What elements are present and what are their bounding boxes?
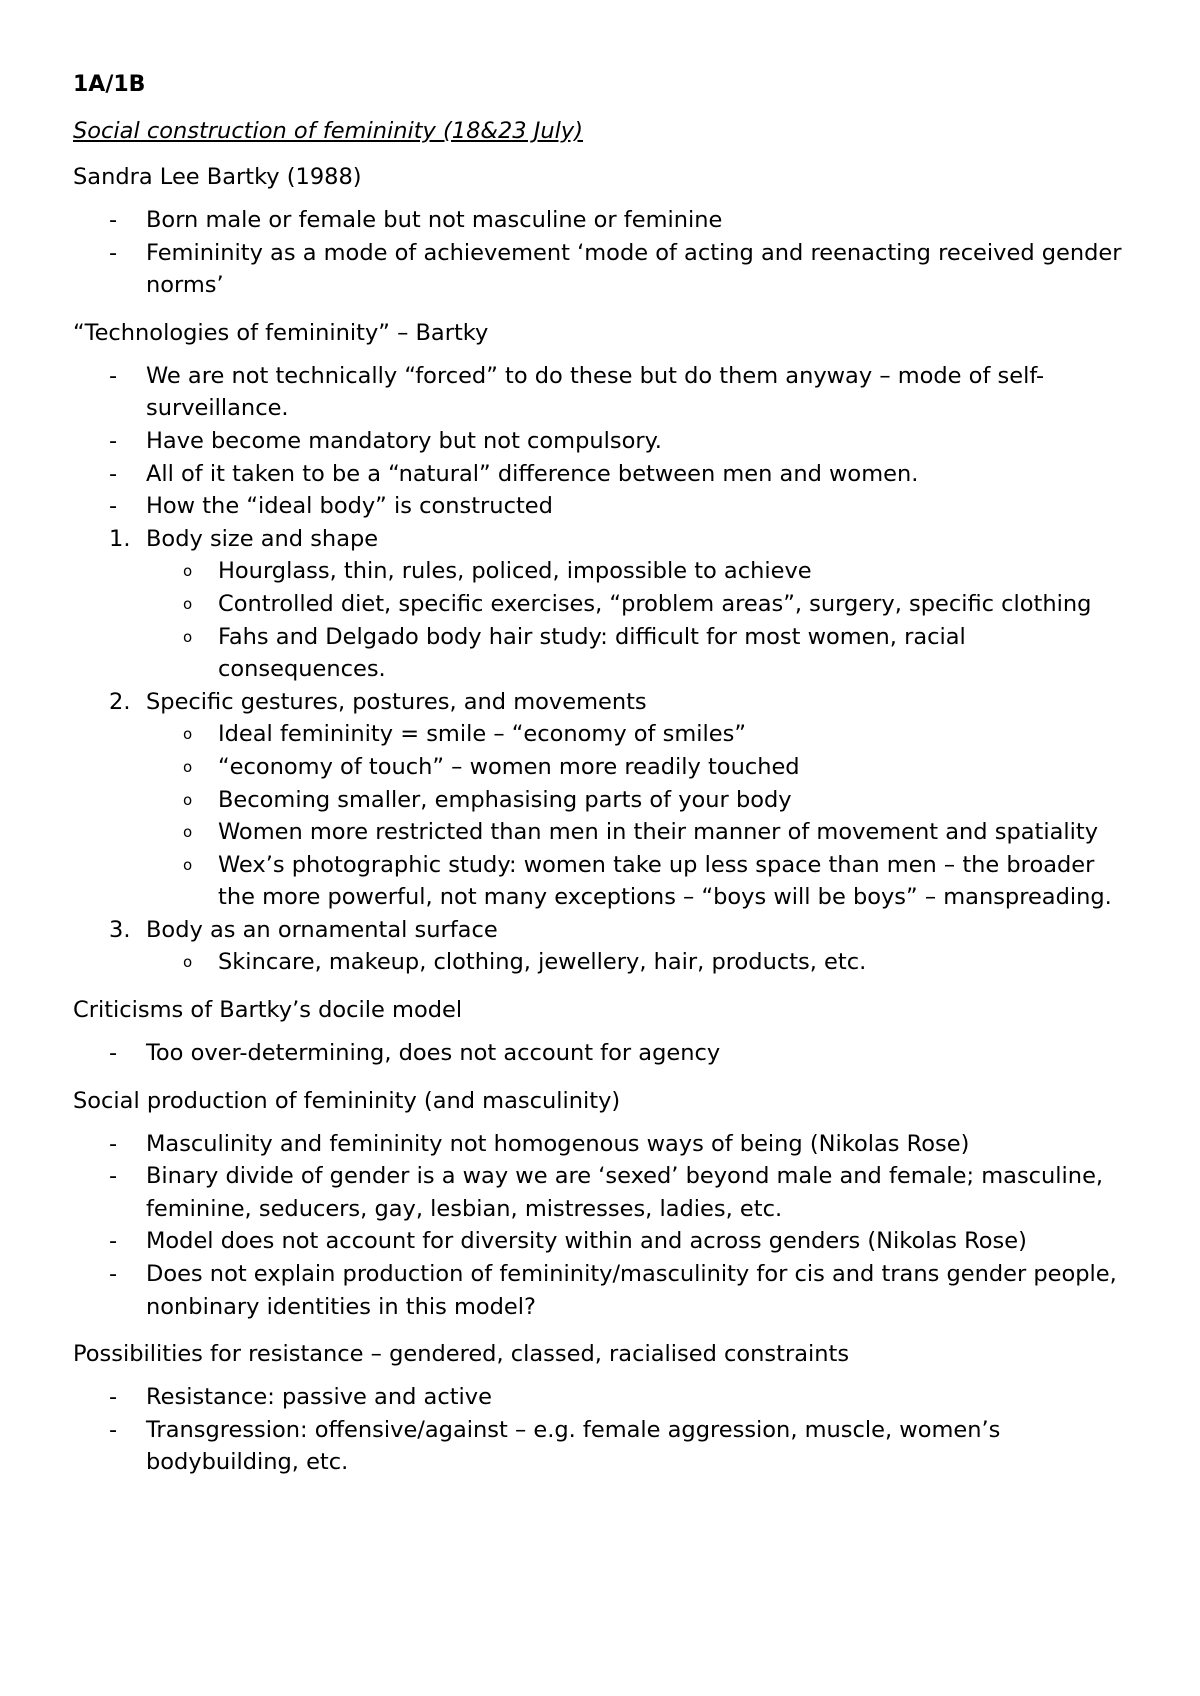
technologies-list (73, 360, 1133, 523)
sub-item: o Ideal femininity = smile – “economy of smiles” (146, 718, 1133, 751)
circle-bullet: o (183, 594, 193, 613)
circle-bullet: o (183, 790, 193, 809)
list-item: - Binary divide of gender is a way we are ‘sexed’ beyond male and female; masculine, feminine, seducers, gay, lesbian, mistresses, ladies, etc. (73, 1160, 1133, 1225)
sub-item: o Women more restricted than men in their manner of movement and spatiality (146, 816, 1133, 849)
dash-bullet: - (109, 427, 118, 454)
section-label-social-production: Social production of femininity (and masculinity) (73, 1087, 621, 1114)
dash-bullet: - (109, 1130, 118, 1157)
dash-bullet: - (109, 460, 118, 487)
numbered-item: 2. Specific gestures, postures, and movements o Ideal femininity = smile – “economy of smiles” o “economy of touch” – women more readily touched o Becoming smaller, emphasising parts of your body o Women more restricted than men in their manner of movement and spatiality o Wex’s photographic study: women take up less space than men – the broader the more powerful, not many exceptions – “boys will be boys” – manspreading. (73, 686, 1133, 914)
list-item: - Resistance: passive and active (73, 1381, 1133, 1414)
list-item: - Too over-determining, does not account for agency (73, 1037, 1133, 1070)
sub-list (146, 718, 1133, 914)
number-marker: 3. (109, 916, 131, 943)
criticisms-list (73, 1037, 1133, 1070)
sub-list (146, 946, 1133, 979)
list-item: - Masculinity and femininity not homogenous ways of being (Nikolas Rose) (73, 1128, 1133, 1161)
section-label-resistance: Possibilities for resistance – gendered, classed, racialised constraints (73, 1341, 850, 1368)
sub-list (146, 555, 1133, 685)
circle-bullet: o (183, 757, 193, 776)
dash-bullet: - (109, 493, 118, 520)
sub-item: o Fahs and Delgado body hair study: difficult for most women, racial consequences. (146, 621, 1133, 686)
list-item: - Does not explain production of femininity/masculinity for cis and trans gender people, nonbinary identities in this model? (73, 1258, 1133, 1323)
section-label-bartky: Sandra Lee Bartky (1988) (73, 164, 362, 190)
circle-bullet: o (183, 855, 193, 874)
dash-bullet: - (109, 1416, 118, 1443)
sub-item: o Hourglass, thin, rules, policed, impossible to achieve (146, 555, 1133, 588)
list-item: - We are not technically “forced” to do these but do them anyway – mode of self-surveillance. (73, 360, 1133, 425)
sub-item: o Skincare, makeup, clothing, jewellery, hair, products, etc. (146, 946, 1133, 979)
dash-bullet: - (109, 362, 118, 389)
dash-bullet: - (109, 239, 118, 266)
list-item: - Model does not account for diversity within and across genders (Nikolas Rose) (73, 1225, 1133, 1258)
list-item: - Have become mandatory but not compulsory. (73, 425, 1133, 458)
dash-bullet: - (109, 1384, 118, 1411)
sub-item: o Wex’s photographic study: women take up less space than men – the broader the more powerful, not many exceptions – “boys will be boys” – manspreading. (146, 849, 1133, 914)
document-page (73, 70, 1133, 1495)
dash-bullet: - (109, 207, 118, 233)
list-item: - All of it taken to be a “natural” difference between men and women. (73, 458, 1133, 491)
number-marker: 2. (109, 688, 131, 715)
circle-bullet: o (183, 725, 193, 744)
section-label-technologies: “Technologies of femininity” – Bartky (73, 319, 489, 346)
circle-bullet: o (183, 953, 193, 972)
social-production-list (73, 1128, 1133, 1324)
dash-bullet: - (109, 1040, 118, 1067)
dash-bullet: - (109, 1228, 118, 1255)
document-heading: 1A/1B (73, 72, 146, 97)
sub-item: o “economy of touch” – women more readily touched (146, 751, 1133, 784)
document-title: Social construction of femininity (18&23 July) (73, 118, 583, 144)
list-item: - Transgression: offensive/against – e.g. female aggression, muscle, women’s bodybuilding, etc. (73, 1414, 1133, 1479)
circle-bullet: o (183, 823, 193, 842)
sub-item: o Controlled diet, specific exercises, “problem areas”, surgery, specific clothing (146, 588, 1133, 621)
bartky-list (73, 204, 1133, 302)
dash-bullet: - (109, 1261, 118, 1288)
list-item: - Femininity as a mode of achievement ‘mode of acting and reenacting received gender norms’ (73, 237, 1133, 302)
numbered-item: 1. Body size and shape o Hourglass, thin, rules, policed, impossible to achieve o Controlled diet, specific exercises, “problem areas”, surgery, specific clothing o Fahs and Delgado body hair study: difficult for most women, racial consequences. (73, 523, 1133, 686)
sub-item: o Becoming smaller, emphasising parts of your body (146, 784, 1133, 817)
section-label-criticisms: Criticisms of Bartky’s docile model (73, 997, 463, 1024)
number-marker: 1. (109, 525, 131, 552)
dash-bullet: - (109, 1163, 118, 1190)
list-item: - Born male or female but not masculine or feminine (73, 204, 1133, 237)
list-item: - How the “ideal body” is constructed (73, 490, 1133, 523)
resistance-list (73, 1381, 1133, 1479)
circle-bullet: o (183, 562, 193, 581)
ideal-body-numbered-list (73, 523, 1133, 979)
numbered-item: 3. Body as an ornamental surface o Skincare, makeup, clothing, jewellery, hair, products, etc. (73, 914, 1133, 979)
circle-bullet: o (183, 627, 193, 646)
